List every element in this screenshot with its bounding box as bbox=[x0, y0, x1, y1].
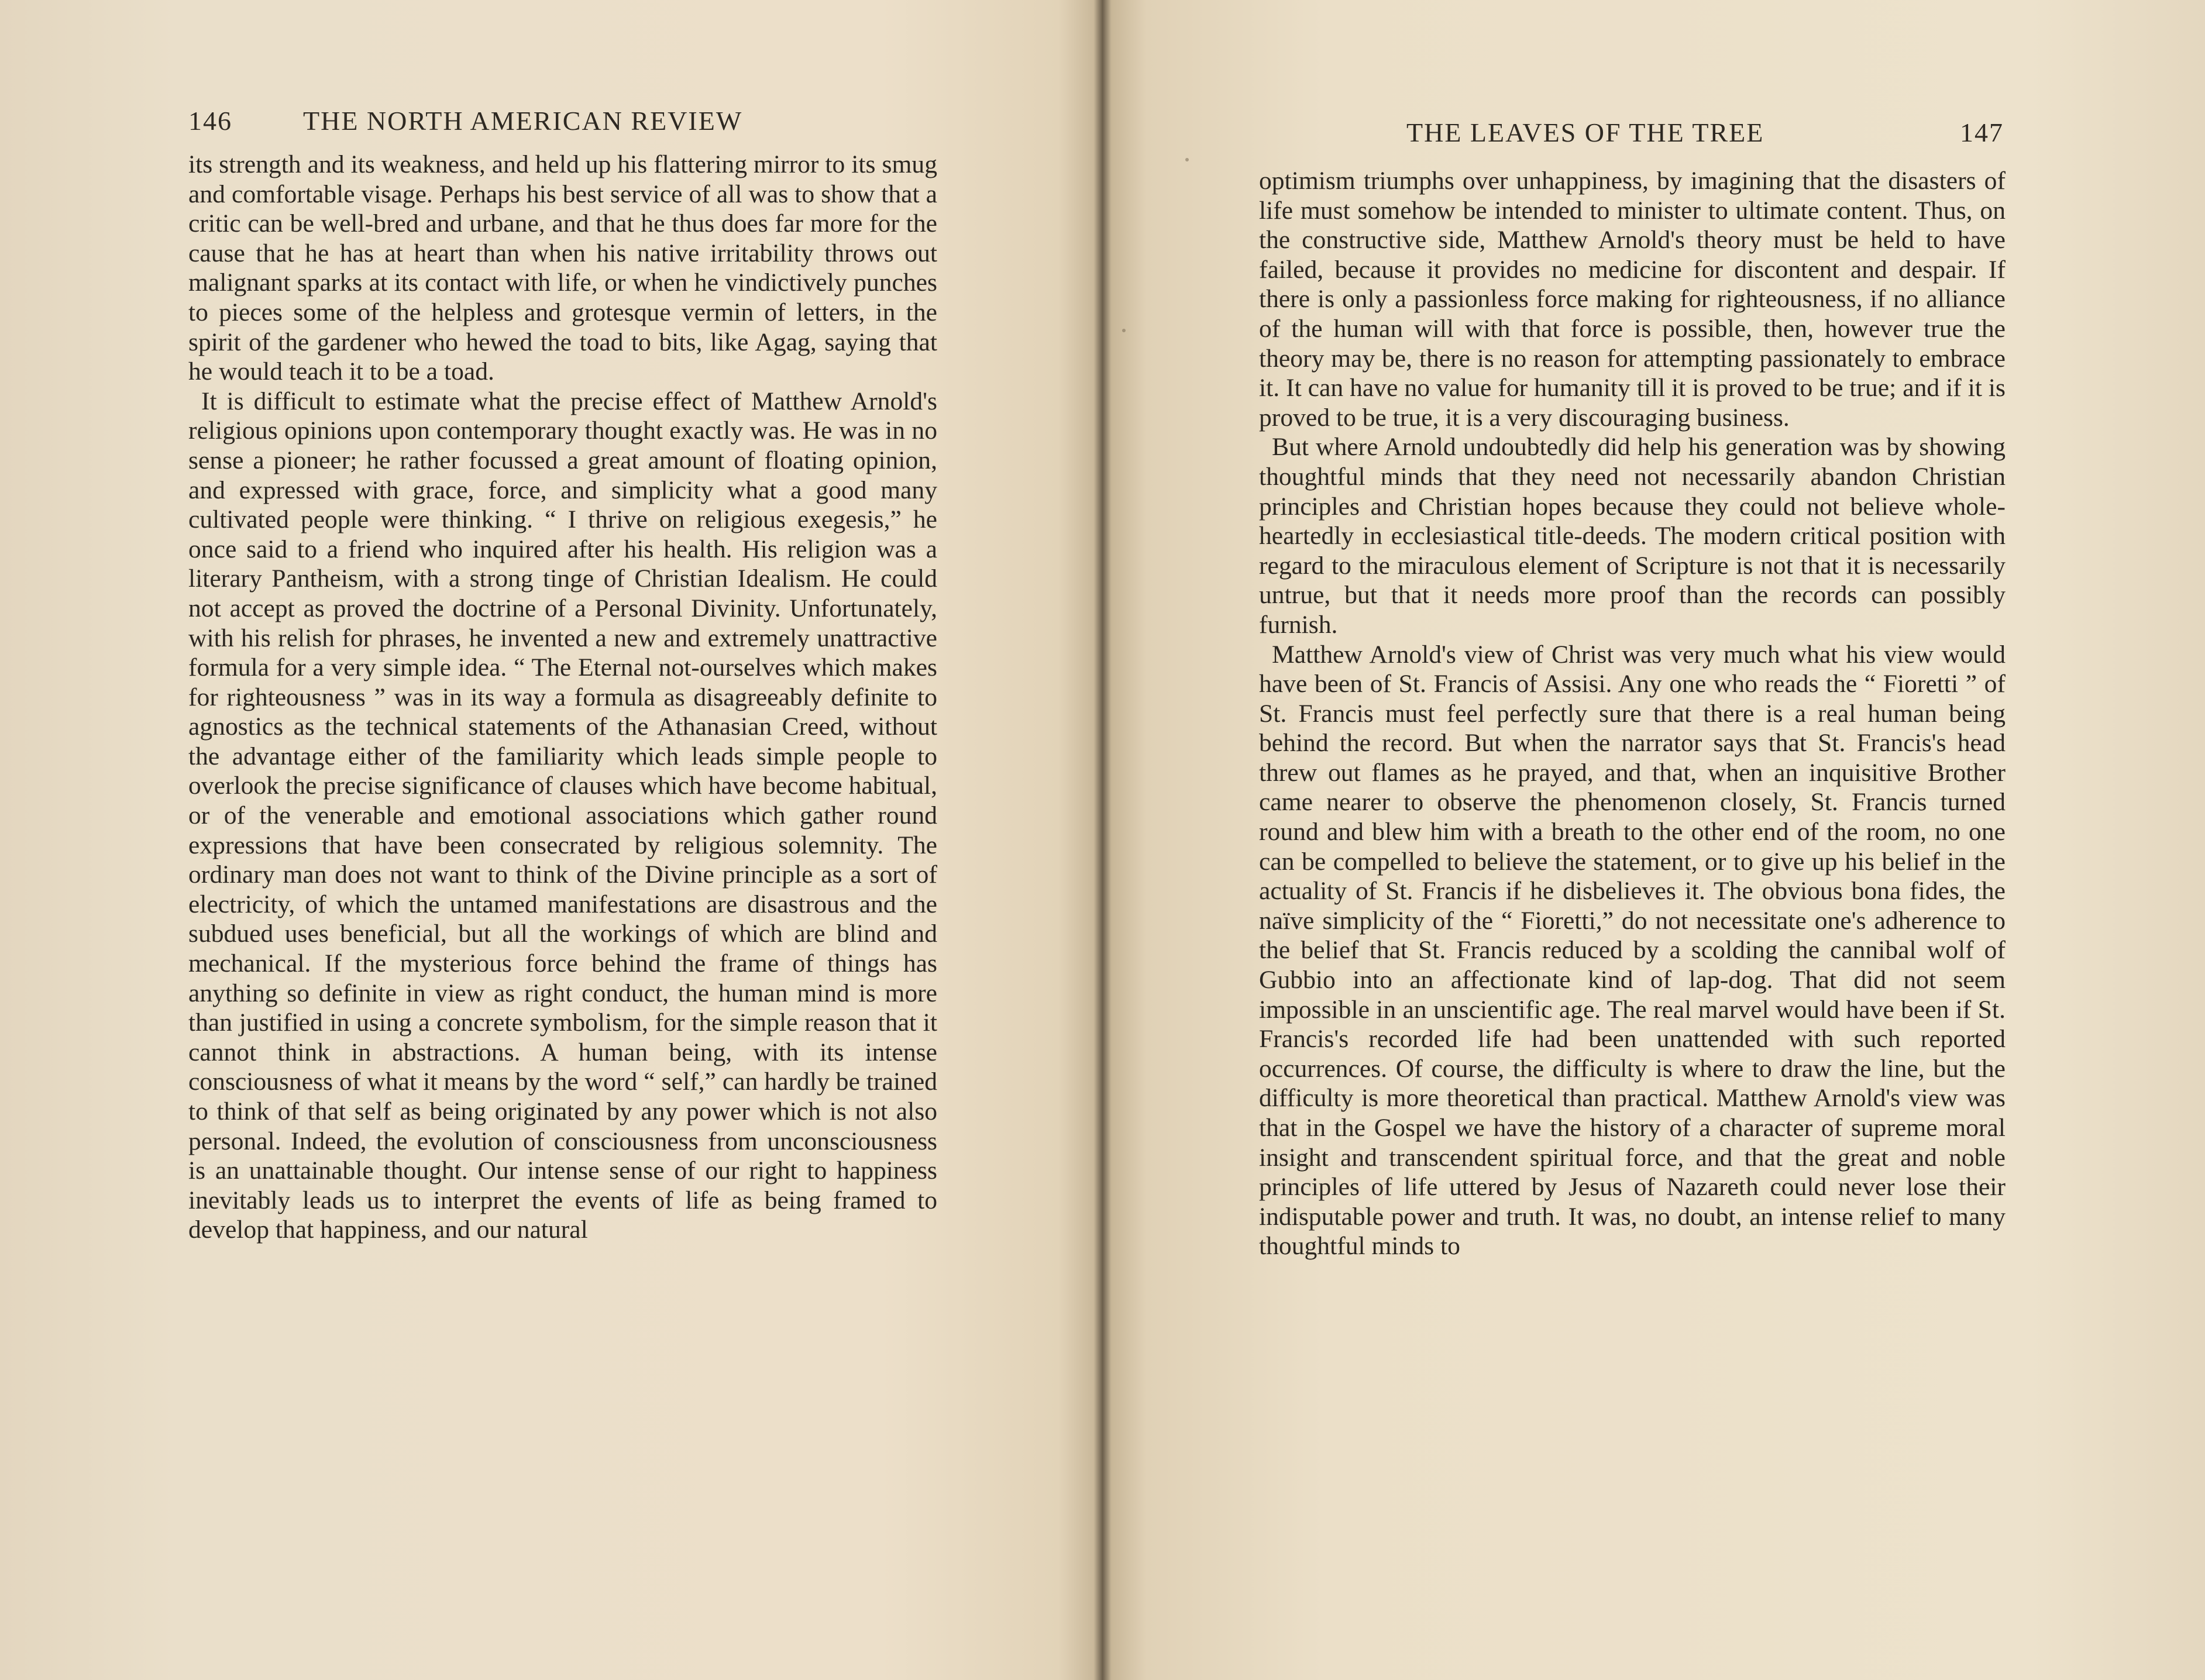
paragraph: optimism triumphs over unhappiness, by imagining that the disasters of life must somehow be intended to minister to ultimate content. Thus, on the constructive side, Matthew Arnold's theory must be held to have failed, because it provides no medicine for discontent and despair. If there is only a passionless force making for righteousness, if no alliance of the human will with that force is possible, then, however true the theory may be, there is no reason for attempting passionately to embrace it. It can have no value for humanity till it is proved to be true; and if it is proved to be true, it is a very discouraging business. bbox=[1259, 167, 2006, 432]
paragraph: It is difficult to estimate what the precise effect of Matthew Arnold's religious opinions upon contemporary thought exactly was. He was in no sense a pioneer; he rather focussed a great amount of floating opinion, and expressed with grace, force, and simplicity what a good many cultivated people were thinking. “ I thrive on religious exegesis,” he once said to a friend who inquired after his health. His religion was a literary Pantheism, with a strong tinge of Christian Idealism. He could not accept as proved the doctrine of a Personal Divinity. Unfortunately, with his relish for phrases, he invented a new and extremely unattractive formula for a very simple idea. “ The Eternal not-ourselves which makes for righteousness ” was in its way a formula as disagreeably definite to agnostics as the technical statements of the Athanasian Creed, without the advantage either of the familiarity which leads simple people to overlook the precise significance of clauses which have become habitual, or of the venerable and emotional associations which gather round expressions that have been consecrated by religious solemnity. The ordinary man does not want to think of the Divine principle as a sort of electricity, of which the untamed manifestations are disastrous and the subdued uses beneficial, but all the workings of which are blind and mechanical. If the mysterious force behind the frame of things has anything so definite in view as right conduct, the human mind is more than justified in using a concrete symbolism, for the simple reason that it cannot think in abstractions. A human being, with its intense consciousness of what it means by the word “ self,” can hardly be trained to think of that self as being originated by any power which is not also personal. Indeed, the evolution of consciousness from unconsciousness is an unattainable thought. Our intense sense of our right to happiness inevitably leads us to interpret the events of life as being framed to develop that happiness, and our natural bbox=[188, 387, 937, 1244]
paragraph: Matthew Arnold's view of Christ was very much what his view would have been of St. Francis of Assisi. Any one who reads the “ Fioretti ” of St. Francis must feel perfectly sure that there is a real human being behind the record. But when the narrator says that St. Francis's head threw out flames as he prayed, and that, when an inquisitive Brother came nearer to observe the phenomenon closely, St. Francis turned round and blew him with a breath to the other end of the room, no one can be compelled to believe the statement, or to give up his belief in the actuality of St. Francis if he disbelieves it. The obvious bona fides, the naïve simplicity of the “ Fioretti,” do not necessitate one's adherence to the belief that St. Francis reduced by a scolding the cannibal wolf of Gubbio into an affectionate kind of lap-dog. That did not seem impossible in an unscientific age. The real marvel would have been if St. Francis's recorded life had been unattended with such reported occurrences. Of course, the difficulty is where to draw the line, but the difficulty is more theoretical than practical. Matthew Arnold's view was that in the Gospel we have the history of a character of supreme moral insight and transcendent spiritual force, and that the great and noble principles of life uttered by Jesus of Nazareth could never lose their indisputable power and truth. It was, no doubt, an intense relief to many thoughtful minds to bbox=[1259, 640, 2006, 1261]
body-text bbox=[1259, 166, 2006, 1261]
left-page bbox=[0, 0, 1094, 1680]
paper-speck bbox=[1122, 329, 1126, 332]
paper-speck bbox=[1185, 158, 1189, 161]
body-text bbox=[188, 150, 937, 1245]
running-head: THE NORTH AMERICAN REVIEW bbox=[303, 106, 743, 136]
paragraph: But where Arnold undoubtedly did help his generation was by showing thoughtful minds that they need not necessarily abandon Christian principles and Christian hopes because they could not believe whole-heartedly in ecclesiastical title-deeds. The modern critical position with regard to the miraculous element of Scripture is not that it is necessarily untrue, but that it needs more proof than the records can possibly furnish. bbox=[1259, 433, 2006, 639]
paragraph: its strength and its weakness, and held up his flattering mirror to its smug and comfortable visage. Perhaps his best service of all was to show that a critic can be well-bred and urbane, and that he thus does far more for the cause that he has at heart than when his native irritability throws out malignant sparks at its contact with life, or when he vindictively punches to pieces some of the helpless and grotesque vermin of letters, in the spirit of the gardener who hewed the toad to bits, like Agag, saying that he would teach it to be a toad. bbox=[188, 150, 937, 386]
running-head: THE LEAVES OF THE TREE bbox=[1406, 118, 1764, 147]
right-page bbox=[1100, 0, 2205, 1680]
page-number: 146 bbox=[188, 106, 232, 136]
page-number: 147 bbox=[1960, 118, 2004, 147]
